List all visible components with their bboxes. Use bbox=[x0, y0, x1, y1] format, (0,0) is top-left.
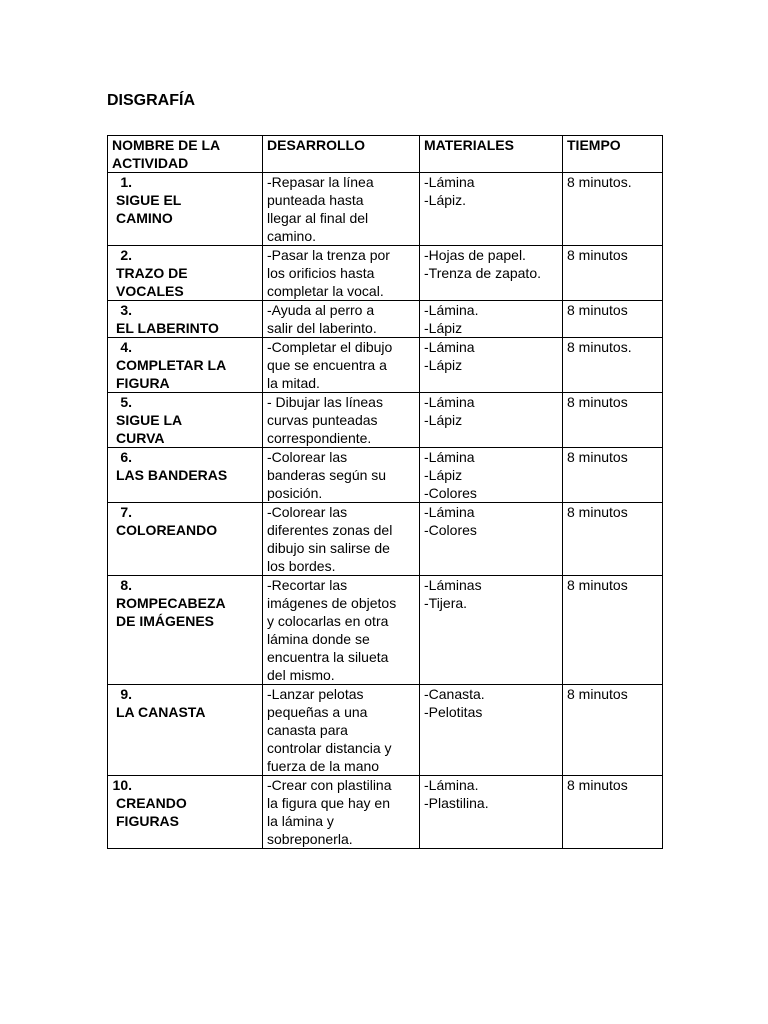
activity-name-cell bbox=[108, 393, 263, 448]
header-tiempo: TIEMPO bbox=[563, 136, 663, 173]
activity-number: 1. bbox=[120, 174, 132, 190]
material-item: -Lápiz bbox=[424, 357, 463, 373]
activity-name-cell bbox=[108, 301, 263, 338]
activity-time-cell bbox=[563, 776, 663, 849]
activity-development-cell bbox=[263, 393, 420, 448]
activity-name: EL LABERINTO bbox=[116, 320, 219, 336]
activity-time-cell bbox=[563, 576, 663, 685]
material-item: -Lámina. bbox=[424, 777, 479, 793]
material-item: -Lámina bbox=[424, 449, 475, 465]
material-item: -Lámina bbox=[424, 174, 475, 190]
activity-time-cell bbox=[563, 246, 663, 301]
activity-time: 8 minutos bbox=[567, 686, 628, 702]
activity-development: - Dibujar las líneas curvas punteadas correspondiente. bbox=[267, 394, 383, 446]
activity-time-cell bbox=[563, 503, 663, 576]
activity-name-cell bbox=[108, 503, 263, 576]
activity-development: -Pasar la trenza por los orificios hasta completar la vocal. bbox=[267, 247, 390, 299]
document-title: DISGRAFÍA bbox=[107, 92, 195, 109]
material-item: -Lámina bbox=[424, 504, 475, 520]
activity-development: -Completar el dibujo que se encuentra a la mitad. bbox=[267, 339, 393, 391]
activity-time-cell bbox=[563, 448, 663, 503]
activity-name-cell bbox=[108, 776, 263, 849]
activity-time: 8 minutos bbox=[567, 577, 628, 593]
material-item: -Canasta. bbox=[424, 686, 485, 702]
material-item: -Lápiz bbox=[424, 320, 463, 336]
activity-name: LAS BANDERAS bbox=[116, 467, 228, 483]
table-body bbox=[108, 173, 663, 849]
table-row bbox=[108, 301, 663, 338]
activity-development-cell bbox=[263, 685, 420, 776]
activity-number: 3. bbox=[120, 302, 132, 318]
activity-name: SIGUE EL CAMINO bbox=[116, 192, 182, 226]
activity-number: 10. bbox=[112, 777, 132, 793]
activity-development-cell bbox=[263, 301, 420, 338]
activity-name-cell bbox=[108, 448, 263, 503]
table-row bbox=[108, 776, 663, 849]
material-item: -Pelotitas bbox=[424, 704, 483, 720]
material-item: -Hojas de papel. bbox=[424, 247, 526, 263]
activity-name: TRAZO DE VOCALES bbox=[116, 265, 188, 299]
activity-time-cell bbox=[563, 338, 663, 393]
material-item: -Lámina bbox=[424, 394, 475, 410]
header-desarrollo: DESARROLLO bbox=[263, 136, 420, 173]
header-nombre: NOMBRE DE LA ACTIVIDAD bbox=[108, 136, 263, 173]
activity-development: -Colorear las banderas según su posición. bbox=[267, 449, 387, 501]
activity-materials-cell bbox=[420, 448, 563, 503]
activity-time: 8 minutos bbox=[567, 247, 628, 263]
activity-name: COLOREANDO bbox=[116, 522, 218, 538]
table-row bbox=[108, 576, 663, 685]
activity-name: SIGUE LA CURVA bbox=[116, 412, 183, 446]
activity-time: 8 minutos. bbox=[567, 339, 632, 355]
activity-number: 5. bbox=[120, 394, 132, 410]
activity-number: 6. bbox=[120, 449, 132, 465]
material-item: -Lámina bbox=[424, 339, 475, 355]
activity-materials-cell bbox=[420, 338, 563, 393]
activity-development-cell bbox=[263, 246, 420, 301]
activity-number: 8. bbox=[120, 577, 132, 593]
activity-name: CREANDO FIGURAS bbox=[116, 795, 187, 829]
activity-materials-cell bbox=[420, 246, 563, 301]
activity-development: -Repasar la línea punteada hasta llegar al final del camino. bbox=[267, 174, 374, 244]
activity-development: -Ayuda al perro a salir del laberinto. bbox=[267, 302, 377, 336]
activity-number: 2. bbox=[120, 247, 132, 263]
table-header-row bbox=[108, 136, 663, 173]
activity-materials-cell bbox=[420, 393, 563, 448]
activity-development: -Lanzar pelotas pequeñas a una canasta para controlar distancia y fuerza de la mano bbox=[267, 686, 392, 774]
material-item: -Tijera. bbox=[424, 595, 468, 611]
activity-name-cell bbox=[108, 576, 263, 685]
activity-materials-cell bbox=[420, 685, 563, 776]
table-row bbox=[108, 246, 663, 301]
material-item: -Plastilina. bbox=[424, 795, 489, 811]
activity-development-cell bbox=[263, 338, 420, 393]
activity-time-cell bbox=[563, 173, 663, 246]
activity-time: 8 minutos. bbox=[567, 174, 632, 190]
activity-name-cell bbox=[108, 246, 263, 301]
activity-development-cell bbox=[263, 776, 420, 849]
table-row bbox=[108, 448, 663, 503]
activity-time-cell bbox=[563, 393, 663, 448]
activity-name-cell bbox=[108, 173, 263, 246]
activity-development: -Recortar las imágenes de objetos y colocarlas en otra lámina donde se encuentra la silueta del mismo. bbox=[267, 577, 397, 683]
activity-time-cell bbox=[563, 685, 663, 776]
activity-time: 8 minutos bbox=[567, 504, 628, 520]
activity-time: 8 minutos bbox=[567, 449, 628, 465]
material-item: -Lápiz bbox=[424, 412, 463, 428]
material-item: -Trenza de zapato. bbox=[424, 265, 541, 281]
activity-time: 8 minutos bbox=[567, 777, 628, 793]
table-row bbox=[108, 173, 663, 246]
activities-table bbox=[107, 135, 663, 849]
activity-development-cell bbox=[263, 576, 420, 685]
activity-number: 9. bbox=[120, 686, 132, 702]
activity-time-cell bbox=[563, 301, 663, 338]
activity-name: COMPLETAR LA FIGURA bbox=[116, 357, 227, 391]
activity-materials-cell bbox=[420, 503, 563, 576]
activity-development: -Colorear las diferentes zonas del dibujo sin salirse de los bordes. bbox=[267, 504, 393, 574]
activity-number: 7. bbox=[120, 504, 132, 520]
material-item: -Lámina. bbox=[424, 302, 479, 318]
activity-development-cell bbox=[263, 503, 420, 576]
header-materiales: MATERIALES bbox=[420, 136, 563, 173]
activity-materials-cell bbox=[420, 776, 563, 849]
activity-development: -Crear con plastilina la figura que hay en la lámina y sobreponerla. bbox=[267, 777, 392, 847]
activity-name-cell bbox=[108, 338, 263, 393]
activity-development-cell bbox=[263, 173, 420, 246]
table-row bbox=[108, 685, 663, 776]
activity-name: ROMPECABEZA DE IMÁGENES bbox=[116, 595, 226, 629]
material-item: -Colores bbox=[424, 522, 477, 538]
table-row bbox=[108, 503, 663, 576]
activity-time: 8 minutos bbox=[567, 394, 628, 410]
activity-number: 4. bbox=[120, 339, 132, 355]
activity-materials-cell bbox=[420, 173, 563, 246]
activity-name-cell bbox=[108, 685, 263, 776]
activity-materials-cell bbox=[420, 301, 563, 338]
activity-time: 8 minutos bbox=[567, 302, 628, 318]
table-row bbox=[108, 338, 663, 393]
material-item: -Láminas bbox=[424, 577, 482, 593]
material-item: -Lápiz bbox=[424, 467, 463, 483]
table-row bbox=[108, 393, 663, 448]
material-item: -Colores bbox=[424, 485, 477, 501]
activity-name: LA CANASTA bbox=[116, 704, 206, 720]
activity-materials-cell bbox=[420, 576, 563, 685]
material-item: -Lápiz. bbox=[424, 192, 467, 208]
activity-development-cell bbox=[263, 448, 420, 503]
